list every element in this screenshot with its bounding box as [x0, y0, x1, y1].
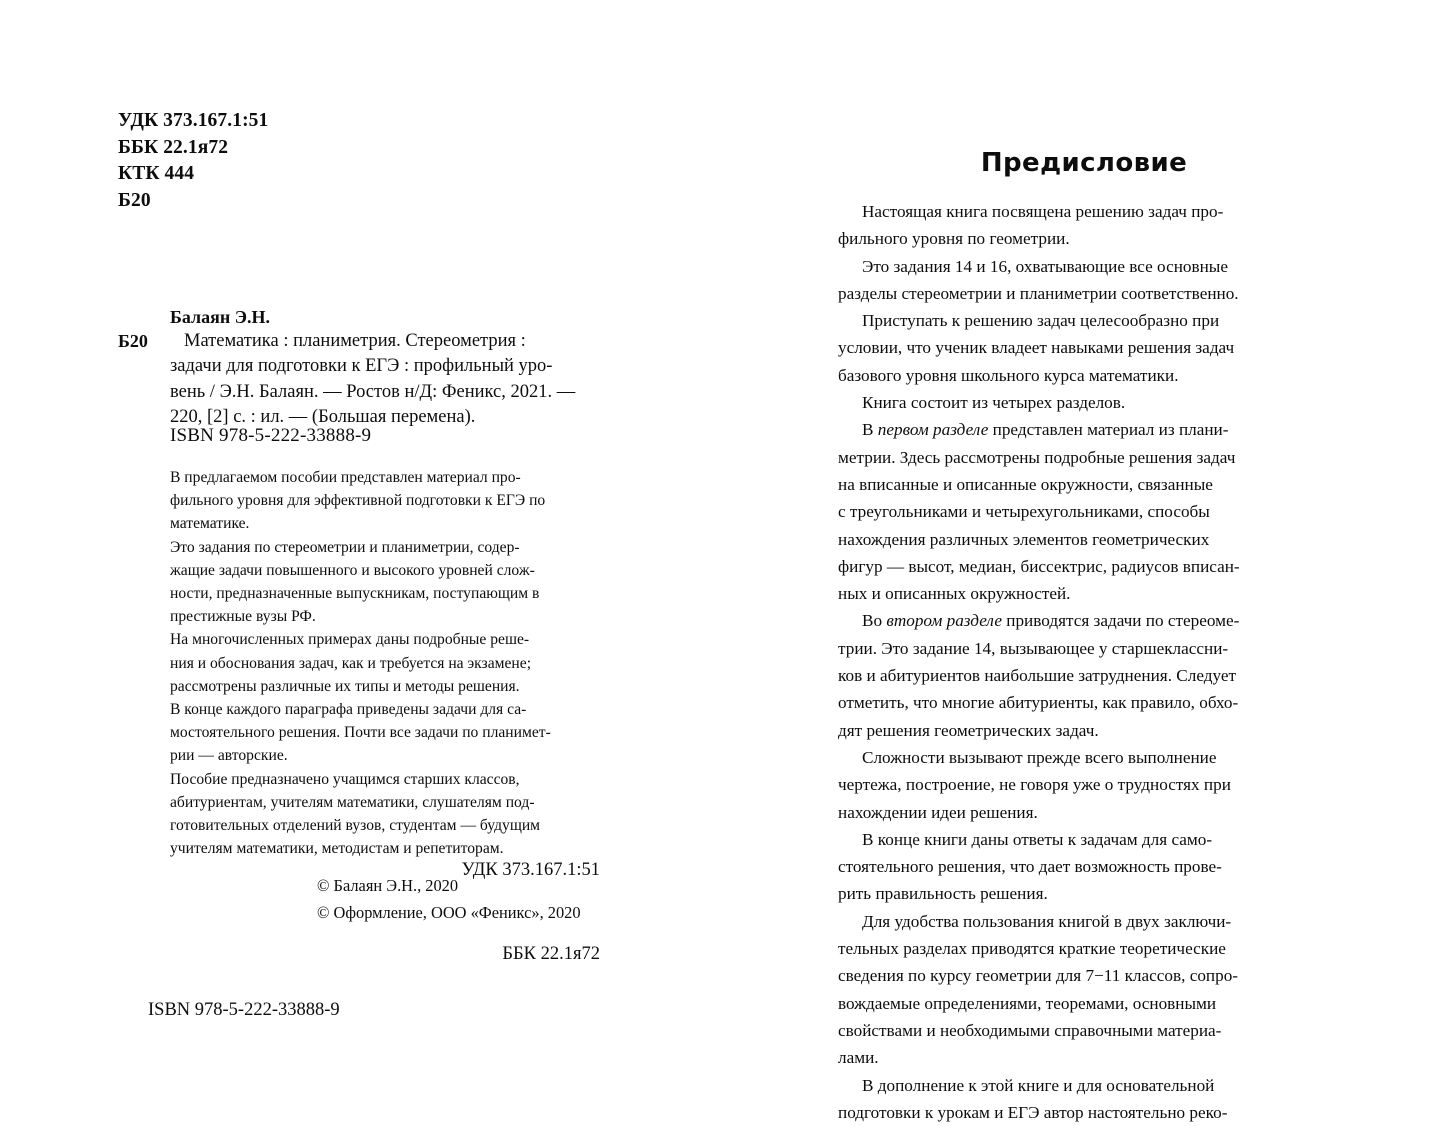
copyright-line-publisher: © Оформление, ООО «Феникс», 2020: [317, 899, 581, 926]
preface-page: [722, 0, 1445, 1024]
preface-line: ков и абитуриентов наибольшие затруднения. Следует: [838, 662, 1330, 689]
annotation-line: абитуриентам, учителям математики, слушателям под-: [170, 791, 594, 814]
annotation-line: жащие задачи повышенного и высокого уровней слож-: [170, 559, 594, 582]
preface-paragraph: [838, 908, 1330, 1072]
preface-paragraph: [838, 607, 1330, 743]
preface-paragraph: [838, 198, 1330, 253]
preface-line: стоятельного решения, что дает возможность прове-: [838, 853, 1330, 880]
preface-line: метрии. Здесь рассмотрены подробные решения задач: [838, 444, 1330, 471]
cip-line: 220, [2] с. : ил. — (Большая перемена).: [170, 405, 618, 430]
preface-line: условии, что ученик владеет навыками решения задач: [838, 334, 1330, 361]
preface-line: трии. Это задание 14, вызывающее у старшеклассни-: [838, 635, 1330, 662]
preface-line: В дополнение к этой книге и для основательной: [838, 1072, 1330, 1099]
annotation-line: В предлагаемом пособии представлен материал про-: [170, 466, 594, 489]
annotation-line: Пособие предназначено учащимся старших классов,: [170, 768, 594, 791]
preface-paragraph: [838, 389, 1330, 416]
annotation-line: мостоятельного решения. Почти все задачи по планимет-: [170, 721, 594, 744]
isbn-colophon: ISBN 978-5-222-33888-9: [148, 996, 340, 1024]
preface-paragraph: [838, 253, 1330, 308]
preface-line: нахождении идеи решения.: [838, 799, 1330, 826]
annotation-line: учителям математики, методистам и репетиторам.: [170, 837, 594, 860]
annotation-line: В конце каждого параграфа приведены задачи для са-: [170, 698, 594, 721]
preface-line: ных и описанных окружностей.: [838, 580, 1330, 607]
cip-sigil: Б20: [118, 329, 148, 354]
colophon-bbk: ББК 22.1я72: [462, 940, 600, 968]
preface-line: Во втором разделе приводятся задачи по стереоме-: [838, 607, 1330, 634]
preface-line: фильного уровня по геометрии.: [838, 225, 1330, 252]
annotation-line: престижные вузы РФ.: [170, 605, 594, 628]
preface-paragraph: [838, 1072, 1330, 1126]
preface-line: нахождения различных элементов геометрических: [838, 526, 1330, 553]
preface-line: тельных разделах приводятся краткие теоретические: [838, 935, 1330, 962]
cip-description: [118, 329, 618, 431]
annotation-line: рии — авторские.: [170, 744, 594, 767]
cip-description-lines: [170, 329, 618, 431]
preface-paragraph: [838, 416, 1330, 607]
isbn-primary: ISBN 978-5-222-33888-9: [170, 425, 371, 447]
page-title: Предисловие: [838, 148, 1330, 178]
preface-line: Сложности вызывают прежде всего выполнение: [838, 744, 1330, 771]
annotation-line: На многочисленных примерах даны подробные реше-: [170, 628, 594, 651]
code-ktk: КТК 444: [118, 161, 268, 188]
annotation-line: Это задания по стереометрии и планиметрии, содер-: [170, 536, 594, 559]
preface-line: фигур — высот, медиан, биссектрис, радиусов вписан-: [838, 553, 1330, 580]
preface-line: сведения по курсу геометрии для 7−11 классов, сопро-: [838, 962, 1330, 989]
annotation-line: математике.: [170, 512, 594, 535]
cip-line: задачи для подготовки к ЕГЭ : профильный уро-: [170, 354, 618, 379]
preface-line: базового уровня школьного курса математики.: [838, 362, 1330, 389]
preface-line: дят решения геометрических задач.: [838, 717, 1330, 744]
preface-line: В первом разделе представлен материал из плани-: [838, 416, 1330, 443]
colophon-udk: УДК 373.167.1:51: [462, 856, 600, 884]
preface-paragraph: [838, 744, 1330, 826]
preface-line: Книга состоит из четырех разделов.: [838, 389, 1330, 416]
preface-line: Это задания 14 и 16, охватывающие все основные: [838, 253, 1330, 280]
preface-line: вождаемые определениями, теоремами, основными: [838, 990, 1330, 1017]
preface-line: Для удобства пользования книгой в двух заключи-: [838, 908, 1330, 935]
copyright-page: [0, 0, 722, 1024]
classification-codes-block: [118, 108, 268, 214]
preface-line: В конце книги даны ответы к задачам для само-: [838, 826, 1330, 853]
preface-line: Настоящая книга посвящена решению задач про-: [838, 198, 1330, 225]
annotation-line: ности, предназначенные выпускникам, поступающим в: [170, 582, 594, 605]
cip-record: [118, 305, 618, 431]
preface-line: свойствами и необходимыми справочными материа-: [838, 1017, 1330, 1044]
preface-line: разделы стереометрии и планиметрии соответственно.: [838, 280, 1330, 307]
preface-line: на вписанные и описанные окружности, связанные: [838, 471, 1330, 498]
copyright-block: [317, 872, 581, 926]
preface-line: с треугольниками и четырехугольниками, способы: [838, 498, 1330, 525]
annotation-line: готовительных отделений вузов, студентам — будущим: [170, 814, 594, 837]
preface-line: подготовки к урокам и ЕГЭ автор настоятельно реко-: [838, 1099, 1330, 1126]
preface-body: [838, 198, 1330, 1126]
preface-paragraph: [838, 826, 1330, 908]
preface-line: Приступать к решению задач целесообразно при: [838, 307, 1330, 334]
code-udk: УДК 373.167.1:51: [118, 108, 268, 135]
preface-line: лами.: [838, 1044, 1330, 1071]
annotation-line: рассмотрены различные их типы и методы решения.: [170, 675, 594, 698]
annotation-line: фильного уровня для эффективной подготовки к ЕГЭ по: [170, 489, 594, 512]
preface-line: рить правильность решения.: [838, 880, 1330, 907]
code-bbk: ББК 22.1я72: [118, 135, 268, 162]
copyright-line-author: © Балаян Э.Н., 2020: [317, 872, 581, 899]
cip-line: вень / Э.Н. Балаян. — Ростов н/Д: Феникс, 2021. —: [170, 380, 618, 405]
annotation-line: ния и обоснования задач, как и требуется на экзамене;: [170, 652, 594, 675]
preface-line: отметить, что многие абитуриенты, как правило, обхо-: [838, 689, 1330, 716]
code-author-sigil: Б20: [118, 188, 268, 215]
cip-author-name: Балаян Э.Н.: [170, 305, 618, 329]
cip-line: Математика : планиметрия. Стереометрия :: [170, 329, 618, 354]
preface-line: чертежа, построение, не говоря уже о трудностях при: [838, 771, 1330, 798]
preface-paragraph: [838, 307, 1330, 389]
